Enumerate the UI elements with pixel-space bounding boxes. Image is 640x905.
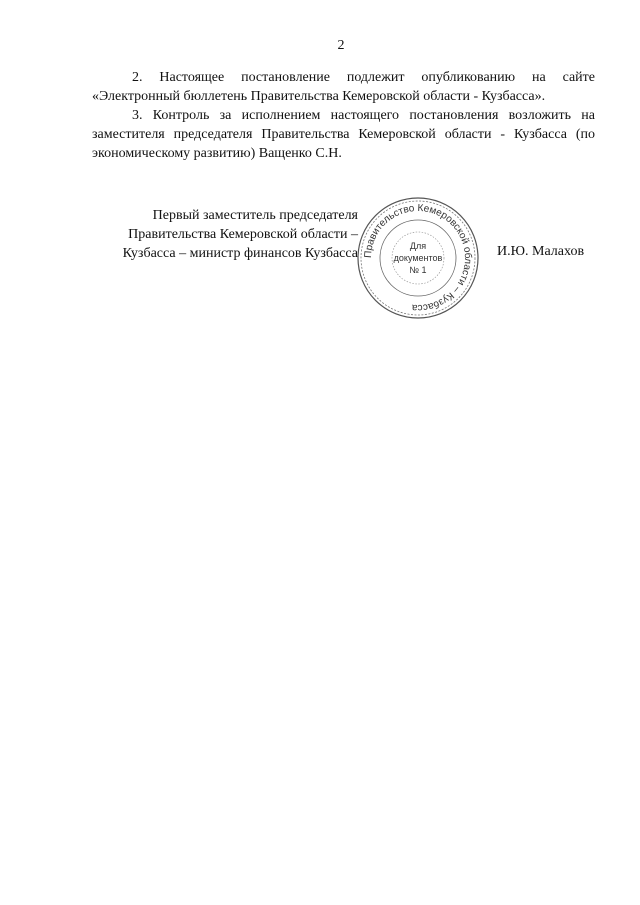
seal-stamp-icon: [356, 196, 480, 320]
seal-center-line: Для: [409, 241, 427, 251]
paragraph-line: 2. Настоящее постановление подлежит опубликованию на сайте: [132, 70, 595, 85]
paragraph-line: (по экономическому развитию) Ващенко С.Н.: [92, 127, 596, 161]
signatory-title-line: Первый заместитель председателя: [152, 208, 358, 223]
seal-center-line: № 1: [409, 265, 427, 275]
paragraph-line: «Электронный бюллетень Правительства Кемеровской области - Кузбасса».: [92, 89, 546, 104]
official-seal: [356, 196, 480, 320]
signatory-title-line: Правительства Кемеровской области –: [128, 227, 358, 242]
signatory-name: И.Ю. Малахов: [497, 244, 585, 259]
paragraph-publication: [92, 68, 595, 106]
seal-center-line: документов: [393, 253, 443, 263]
page-number: 2: [337, 38, 345, 53]
paragraph-line: 3. Контроль за исполнением настоящего постановления возложить: [132, 108, 572, 123]
signatory-title: [80, 206, 358, 263]
signatory-title-line: Кузбасса – министр финансов Кузбасса: [122, 246, 358, 261]
paragraph-control: [92, 106, 595, 163]
seal-ring-text: Правительство Кемеровской области – Кузбасса: [362, 202, 474, 314]
paragraph-line: на заместителя председателя Правительства Кемеровской области - Кузбасса: [92, 108, 596, 142]
document-body: [92, 68, 595, 163]
